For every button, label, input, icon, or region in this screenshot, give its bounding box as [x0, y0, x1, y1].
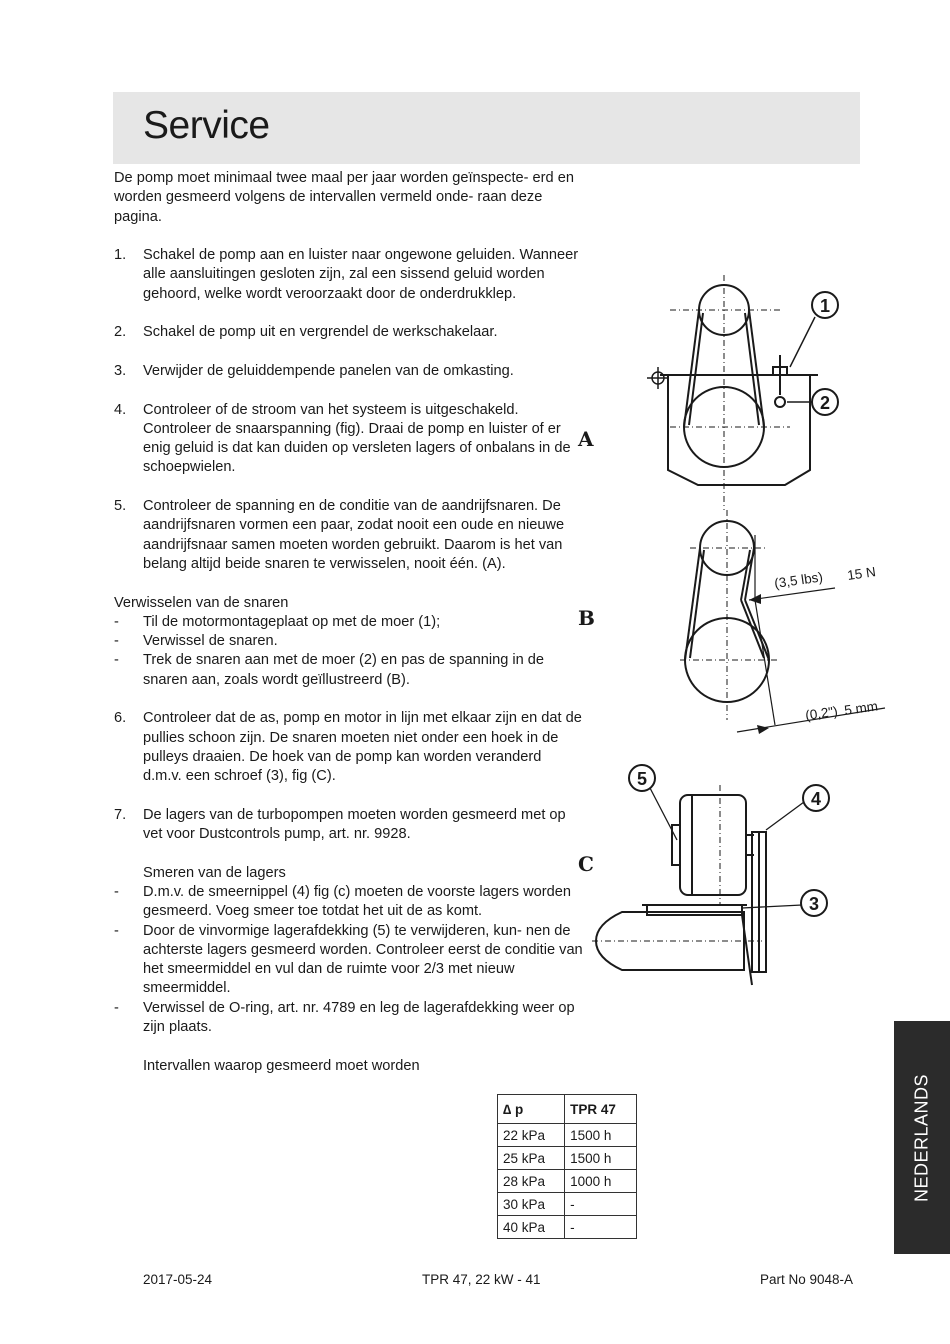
table-cell: 25 kPa [498, 1147, 565, 1170]
step-number: 7. [114, 806, 127, 823]
figure-a-belt-drive [640, 275, 880, 515]
lubrication-item-text: Verwissel de O-ring, art. nr. 4789 en leg de lagerafdekking weer op zijn plaats. [143, 999, 575, 1036]
deflection-imperial: (0,2") [804, 703, 839, 723]
lubrication-item: - Verwissel de O-ring, art. nr. 4789 en leg de lagerafdekking weer op zijn plaats. [114, 999, 584, 1038]
step-number: 3. [114, 362, 127, 379]
language-tab-label: NEDERLANDS [911, 1073, 932, 1202]
step-text: Controleer de spanning en de conditie van de aandrijfsnaren. De aandrijfsnaren vormen een paar, zodat nooit een oude en nieuwe aandrijfsnaar samen moeten worden gebruikt. Daarom is het van belang altijd beide snaren te verwisselen, nooit één. (A). [143, 498, 565, 572]
interval-heading: Intervallen waarop gesmeerd moet worden [143, 1057, 420, 1074]
figure-c-motor-pump [592, 760, 842, 995]
lubrication-item: - D.m.v. de smeernippel (4) fig (c) moeten de voorste lagers worden gesmeerd. Voeg smeer toe totdat het uit de as komt. [114, 883, 584, 922]
table-row [498, 1216, 637, 1239]
table-cell: 40 kPa [498, 1216, 565, 1239]
step-6 [114, 709, 584, 786]
step-text: Schakel de pomp aan en luister naar ongewone geluiden. Wanneer alle aansluitingen gesloten zijn, zal een sissend geluid worden gehoord, welke wordt veroorzaakt door de onderdrukklep. [143, 247, 579, 302]
belts-item: - Trek de snaren aan met de moer (2) en pas de spanning in de snaren aan, zoals wordt geïllustreerd (B). [114, 651, 584, 690]
table-cell: 30 kPa [498, 1193, 565, 1216]
body-text [114, 169, 584, 1076]
table-header-row [498, 1095, 637, 1124]
belts-heading: Verwisselen van de snaren [114, 594, 289, 611]
callout-2: 2 [819, 393, 831, 413]
table-cell: 1000 h [565, 1170, 637, 1193]
footer-part-number: Part No 9048-A [760, 1272, 854, 1287]
force-imperial: (3,5 lbs) [773, 569, 824, 591]
step-5 [114, 497, 584, 574]
table-cell: 1500 h [565, 1147, 637, 1170]
figure-a-label: A [578, 427, 594, 451]
table-header-cell: TPR 47 [565, 1095, 637, 1124]
step-text: Verwijder de geluiddempende panelen van de omkasting. [143, 362, 514, 379]
table-cell: 1500 h [565, 1124, 637, 1147]
callout-3: 3 [808, 894, 820, 914]
figure-c-label: C [578, 852, 594, 876]
page-title: Service [143, 104, 270, 147]
header-band [113, 92, 860, 164]
step-number: 6. [114, 710, 127, 727]
table-cell: 22 kPa [498, 1124, 565, 1147]
step-2 [114, 323, 584, 342]
table-row [498, 1124, 637, 1147]
lubrication-item: - Door de vinvormige lagerafdekking (5) te verwijderen, kun- nen de achterste lagers gesmeerd worden. Controleer eerst de conditie van het smeermiddel en vul dan de ruimte voor 2/3 met nieuw smeermiddel. [114, 922, 584, 999]
figure-b-label: B [578, 606, 595, 630]
table-row [498, 1193, 637, 1216]
step-7 [114, 806, 584, 845]
table-row [498, 1170, 637, 1193]
step-number: 5. [114, 498, 127, 515]
belts-item-text: Til de motormontageplaat op met de moer (1); [143, 613, 441, 630]
footer-date: 2017-05-24 [143, 1272, 213, 1287]
step-3 [114, 362, 584, 381]
table-row [498, 1147, 637, 1170]
step-number: 2. [114, 324, 127, 341]
belts-item: - Verwissel de snaren. [114, 632, 584, 651]
intro-paragraph: De pomp moet minimaal twee maal per jaar worden geïnspecte- erd en worden gesmeerd volgens de intervallen vermeld onde- raan deze pagina. [114, 170, 574, 225]
step-4 [114, 401, 584, 478]
belts-item-text: Verwissel de snaren. [143, 633, 278, 650]
force-metric: 15 N [846, 564, 877, 583]
callout-4: 4 [810, 789, 822, 809]
lubrication-interval-table [497, 1094, 637, 1239]
deflection-metric: 5 mm [843, 698, 879, 718]
lubrication-item-text: D.m.v. de smeernippel (4) fig (c) moeten de voorste lagers worden gesmeerd. Voeg smeer toe totdat het uit de as komt. [143, 883, 571, 920]
figure-b-belt-tension [675, 510, 890, 742]
callout-5: 5 [636, 769, 648, 789]
footer-title: TPR 47, 22 kW - 41 [422, 1272, 541, 1287]
table-cell: - [565, 1216, 637, 1239]
table-header-cell: ∆ p [498, 1095, 565, 1124]
step-text: Controleer of de stroom van het systeem is uitgeschakeld. Controleer de snaarspanning (fig). Draai de pomp en luister of er enig geluid is dat kan duiden op versleten lagers of onbalans in de schoepwielen. [143, 401, 571, 476]
step-number: 4. [114, 401, 127, 418]
callout-1: 1 [819, 296, 831, 316]
step-text: Schakel de pomp uit en vergrendel de werkschakelaar. [143, 324, 498, 341]
step-number: 1. [114, 247, 127, 264]
table-cell: 28 kPa [498, 1170, 565, 1193]
table-cell: - [565, 1193, 637, 1216]
belts-item: - Til de motormontageplaat op met de moer (1); [114, 613, 584, 632]
lubrication-heading: Smeren van de lagers [143, 864, 286, 881]
step-text: De lagers van de turbopompen moeten worden gesmeerd met op vet voor Dustcontrols pump, art. nr. 9928. [143, 806, 566, 843]
language-tab [894, 1021, 950, 1254]
step-1 [114, 246, 584, 304]
lubrication-item-text: Door de vinvormige lagerafdekking (5) te verwijderen, kun- nen de achterste lagers gesmeerd worden. Controleer eerst de conditie van het smeermiddel en vul dan de ruimte voor 2/3 met nieuw smeermiddel. [143, 922, 583, 997]
step-text: Controleer dat de as, pomp en motor in lijn met elkaar zijn en dat de pullies schoon zijn. De snaren moeten niet onder een hoek in de pulleys draaien. De hoek van de pomp kan worden veranderd d.m.v. een schroef (3), fig (C). [143, 710, 582, 785]
belts-item-text: Trek de snaren aan met de moer (2) en pas de spanning in de snaren aan, zoals wordt geïllustreerd (B). [143, 652, 545, 688]
